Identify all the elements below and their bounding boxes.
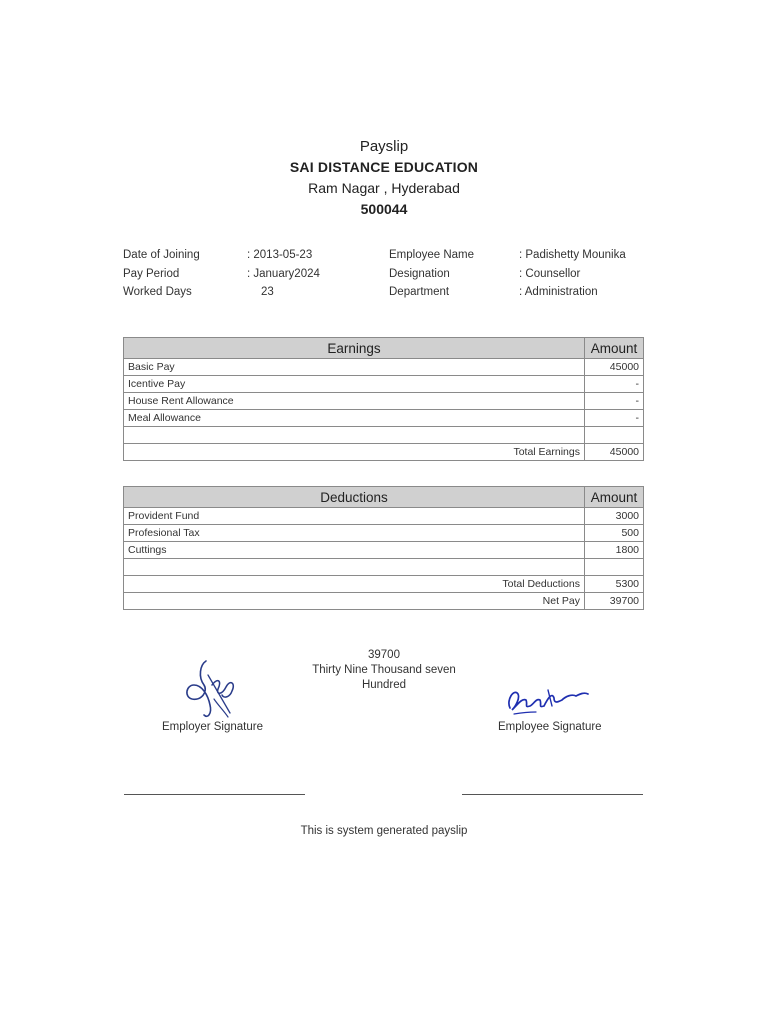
info-right-labels [389, 246, 474, 302]
info-label: Department [389, 286, 450, 298]
pay-period-value: : January2024 [247, 267, 320, 280]
deduction-amount [585, 559, 644, 576]
net-pay-words-line2: Hundred [361, 679, 407, 691]
net-pay-figure: 39700 [368, 649, 400, 661]
earning-amount: - [585, 376, 644, 393]
deductions-table [123, 486, 644, 610]
designation-value: : Counsellor [519, 267, 581, 280]
date-of-joining-value: : 2013-05-23 [247, 249, 313, 261]
earning-amount: - [585, 393, 644, 410]
info-left-values [247, 246, 320, 302]
employer-signature-label: Employer Signature [162, 721, 263, 733]
net-pay-amount: 39700 [585, 593, 644, 610]
table-row [124, 427, 644, 444]
deduction-amount: 500 [585, 525, 644, 542]
earning-label: House Rent Allowance [124, 393, 585, 410]
organization-name: SAI DISTANCE EDUCATION [289, 159, 479, 175]
employer-signature-line [124, 794, 305, 795]
earning-amount: 45000 [585, 359, 644, 376]
table-row [124, 525, 644, 542]
organization-address: Ram Nagar , Hyderabad [308, 180, 460, 196]
earnings-header-row [124, 338, 644, 359]
info-left-labels [123, 246, 200, 302]
table-row [124, 393, 644, 410]
employee-signature-mark [502, 678, 592, 718]
table-row [124, 508, 644, 525]
employee-signature-line [462, 794, 643, 795]
earning-label: Icentive Pay [124, 376, 585, 393]
deduction-label [124, 559, 585, 576]
earnings-heading: Earnings [124, 338, 585, 359]
earnings-table [123, 337, 644, 461]
total-deductions-label: Total Deductions [124, 576, 585, 593]
net-pay-summary [284, 648, 484, 693]
table-row [124, 559, 644, 576]
earnings-total-row [124, 444, 644, 461]
employee-name-value: : Padishetty Mounika [519, 249, 626, 261]
deduction-label: Provident Fund [124, 508, 585, 525]
earning-label [124, 427, 585, 444]
deductions-header-row [124, 487, 644, 508]
payslip-header [0, 136, 768, 220]
deductions-total-row [124, 576, 644, 593]
footer-note: This is system generated payslip [300, 825, 468, 837]
net-pay-words-line1: Thirty Nine Thousand seven [312, 664, 456, 676]
earning-amount: - [585, 410, 644, 427]
table-row [124, 542, 644, 559]
table-row [124, 376, 644, 393]
deduction-amount: 3000 [585, 508, 644, 525]
table-row [124, 410, 644, 427]
earnings-amount-heading: Amount [585, 338, 644, 359]
total-deductions-amount: 5300 [585, 576, 644, 593]
net-pay-label: Net Pay [124, 593, 585, 610]
info-label: Date of Joining [123, 249, 200, 261]
info-label: Designation [389, 267, 450, 280]
net-pay-row [124, 593, 644, 610]
total-earnings-amount: 45000 [585, 444, 644, 461]
earning-label: Meal Allowance [124, 410, 585, 427]
info-label: Worked Days [123, 286, 192, 298]
table-row [124, 359, 644, 376]
info-label: Employee Name [389, 249, 475, 261]
earning-label: Basic Pay [124, 359, 585, 376]
employee-signature-label: Employee Signature [498, 721, 602, 733]
info-right-values [519, 246, 626, 302]
organization-pincode: 500044 [360, 201, 408, 217]
info-label: Pay Period [123, 267, 180, 280]
total-earnings-label: Total Earnings [124, 444, 585, 461]
payslip-title: Payslip [359, 138, 409, 155]
worked-days-value: 23 [261, 286, 274, 298]
employer-signature-mark [178, 655, 248, 725]
deduction-label: Profesional Tax [124, 525, 585, 542]
deduction-amount: 1800 [585, 542, 644, 559]
department-value: : Administration [519, 286, 598, 298]
deductions-heading: Deductions [124, 487, 585, 508]
deductions-amount-heading: Amount [585, 487, 644, 508]
deduction-label: Cuttings [124, 542, 585, 559]
earning-amount [585, 427, 644, 444]
